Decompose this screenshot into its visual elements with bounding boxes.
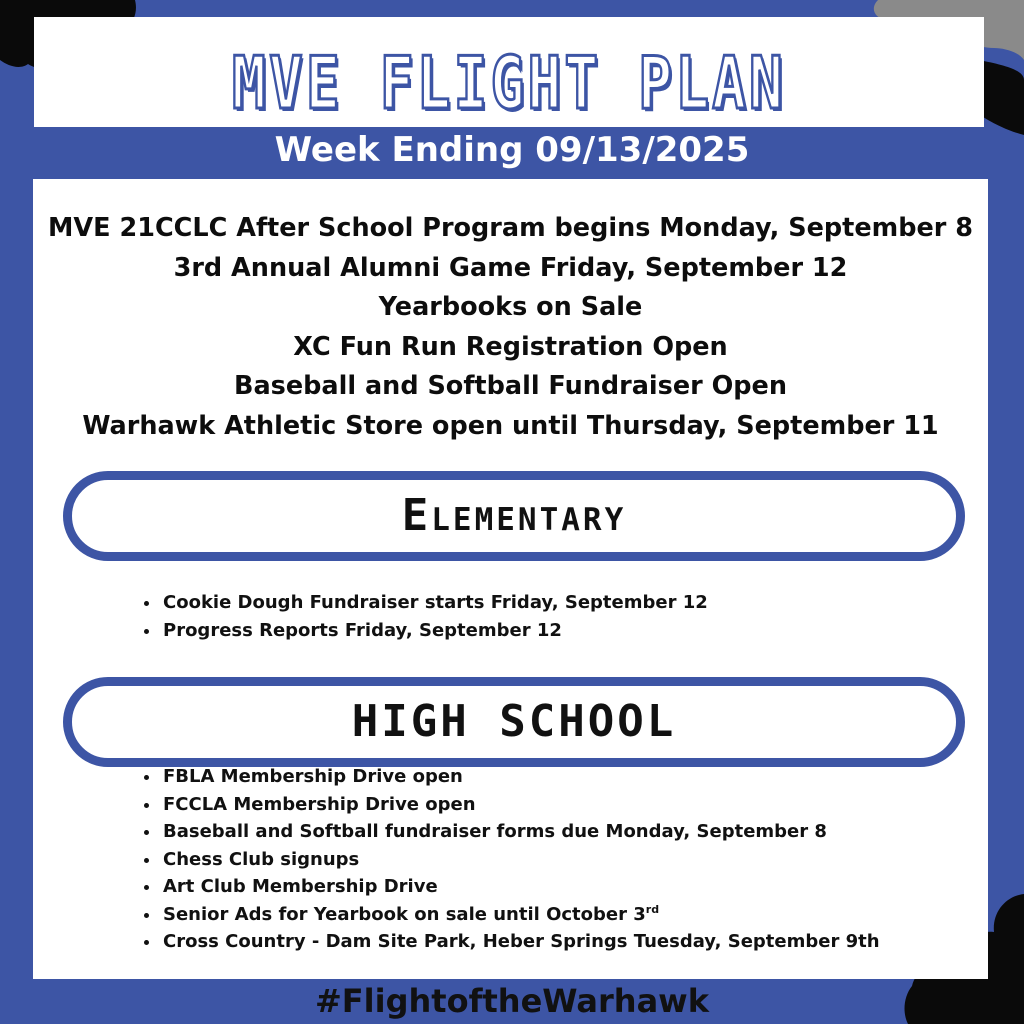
elementary-list bbox=[141, 589, 708, 644]
announcement-item: 3rd Annual Alumni Game Friday, September 12 bbox=[173, 252, 848, 283]
ordinal-superscript: rd bbox=[645, 902, 660, 916]
title-panel bbox=[34, 17, 984, 127]
list-item: • Chess Club signups bbox=[161, 846, 880, 874]
list-item: • FCCLA Membership Drive open bbox=[161, 791, 880, 819]
content-panel bbox=[33, 179, 988, 979]
week-ending-subtitle: Week Ending 09/13/2025 bbox=[274, 130, 750, 170]
page-title: MVE FLIGHT PLAN bbox=[232, 41, 786, 125]
elementary-section-banner bbox=[63, 471, 965, 561]
announcements-list bbox=[33, 209, 988, 447]
announcement-item: Baseball and Softball Fundraiser Open bbox=[234, 371, 787, 402]
high-school-heading: HIGH SCHOOL bbox=[351, 696, 677, 747]
announcement-item: Warhawk Athletic Store open until Thursday, September 11 bbox=[82, 410, 939, 441]
announcement-item: XC Fun Run Registration Open bbox=[293, 331, 728, 362]
high-school-list bbox=[141, 763, 880, 956]
list-item bbox=[161, 901, 880, 929]
list-item: • Cookie Dough Fundraiser starts Friday, September 12 bbox=[161, 589, 708, 617]
list-item: • Progress Reports Friday, September 12 bbox=[161, 617, 708, 645]
high-school-section-banner bbox=[63, 677, 965, 767]
footer-hashtag: #FlightoftheWarhawk bbox=[314, 982, 710, 1020]
elementary-heading: Elementary bbox=[401, 490, 627, 541]
announcement-item: Yearbooks on Sale bbox=[378, 292, 643, 323]
list-item-text: Senior Ads for Yearbook on sale until October 3 bbox=[163, 903, 646, 925]
list-item: • FBLA Membership Drive open bbox=[161, 763, 880, 791]
list-item: • Art Club Membership Drive bbox=[161, 873, 880, 901]
list-item: • Baseball and Softball fundraiser forms due Monday, September 8 bbox=[161, 818, 880, 846]
list-item: • Cross Country - Dam Site Park, Heber Springs Tuesday, September 9th bbox=[161, 928, 880, 956]
announcement-item: MVE 21CCLC After School Program begins Monday, September 8 bbox=[48, 213, 973, 243]
